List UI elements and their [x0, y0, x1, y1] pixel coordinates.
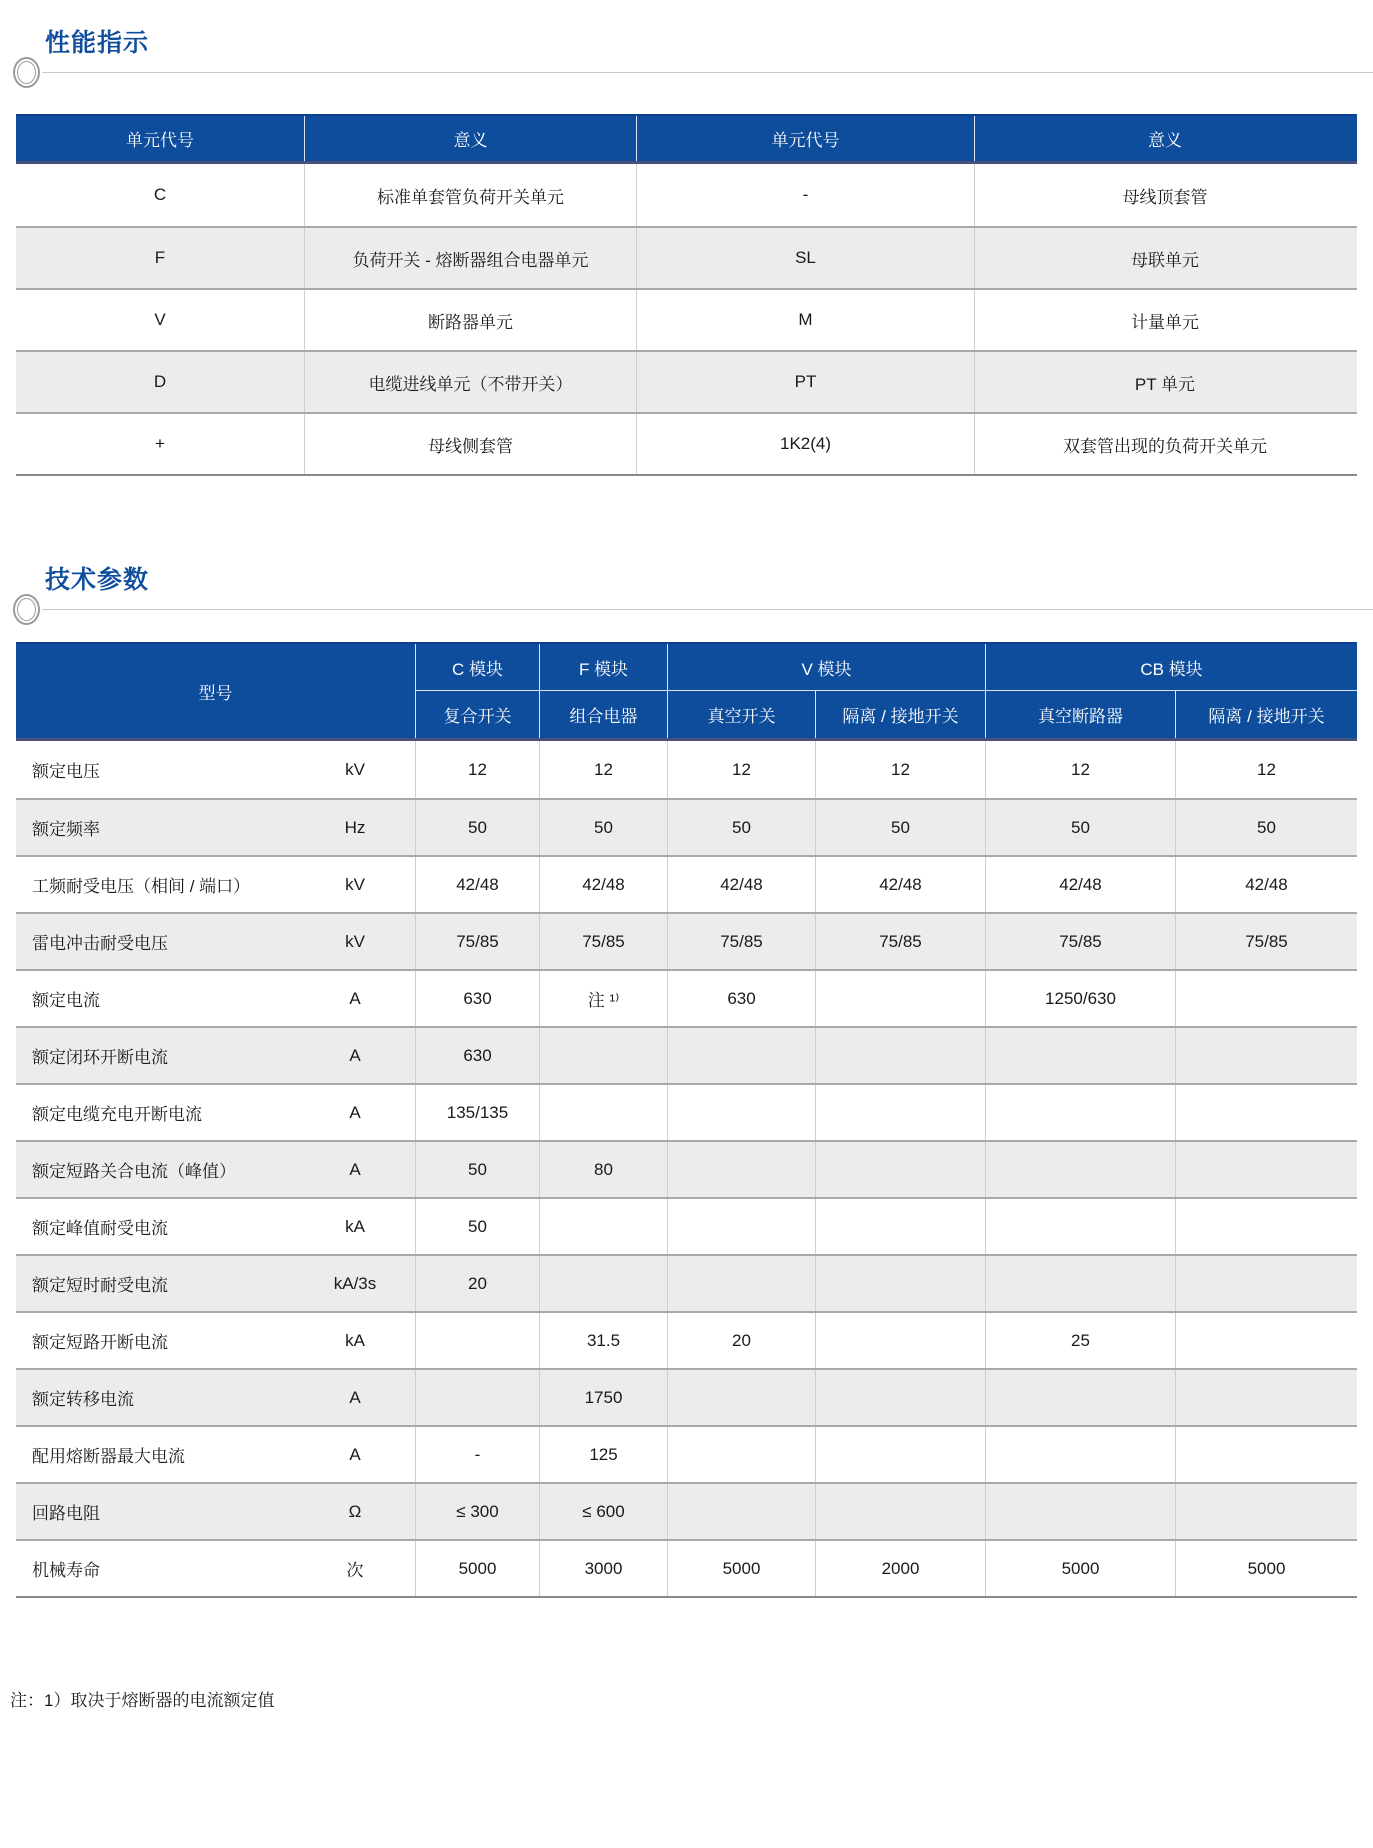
- unit-label: kV: [345, 874, 365, 894]
- value-cell: 12: [539, 741, 667, 798]
- unit-label: kV: [345, 759, 365, 779]
- table-row: [16, 855, 1357, 912]
- value-cell: 25: [985, 1313, 1175, 1368]
- value-cell: 75/85: [1175, 914, 1357, 969]
- column-header: 单元代号: [636, 116, 974, 161]
- parameter-label: 额定短路关合电流（峰值）: [32, 1162, 236, 1181]
- value-cell: [985, 1199, 1175, 1254]
- value-cell: [1175, 1370, 1357, 1425]
- unit-label: kA/3s: [333, 1273, 377, 1293]
- table-cell: C: [153, 185, 167, 204]
- value-cell: [985, 1427, 1175, 1482]
- parameter-label: 额定频率: [32, 820, 100, 839]
- parameter-label: 额定短路开断电流: [32, 1333, 168, 1352]
- value-cell: 75/85: [667, 914, 815, 969]
- value-cell: -: [415, 1427, 539, 1482]
- table-row: [16, 288, 1357, 350]
- parameter-cell: [16, 1199, 415, 1254]
- value-cell: [985, 1085, 1175, 1140]
- value-cell: [985, 1256, 1175, 1311]
- value-cell: [667, 1199, 815, 1254]
- table-row: [16, 1026, 1357, 1083]
- ring-icon: [13, 594, 40, 625]
- table-cell: 双套管出现的负荷开关单元: [974, 414, 1355, 474]
- value-cell: [1175, 1028, 1357, 1083]
- parameter-label: 雷电冲击耐受电压: [32, 934, 168, 953]
- value-cell: [985, 1028, 1175, 1083]
- value-cell: [667, 1427, 815, 1482]
- parameter-label: 额定电压: [32, 762, 100, 781]
- value-cell: 135/135: [415, 1085, 539, 1140]
- table-cell: 母联单元: [974, 228, 1355, 288]
- sub-column-header: 隔离 / 接地开关: [815, 691, 985, 738]
- value-cell: 50: [539, 800, 667, 855]
- table-cell: 断路器单元: [304, 290, 636, 350]
- value-cell: 50: [815, 800, 985, 855]
- value-cell: 630: [667, 971, 815, 1026]
- table-row: [16, 969, 1357, 1026]
- value-cell: [815, 971, 985, 1026]
- unit-label: A: [349, 1387, 361, 1407]
- sub-column-header: 真空断路器: [985, 691, 1175, 738]
- table-cell: SL: [636, 228, 974, 288]
- value-cell: [985, 1142, 1175, 1197]
- value-cell: [1175, 1199, 1357, 1254]
- table-row: [16, 798, 1357, 855]
- value-cell: 75/85: [539, 914, 667, 969]
- value-cell: 1750: [539, 1370, 667, 1425]
- value-cell: 75/85: [815, 914, 985, 969]
- value-cell: [1175, 1313, 1357, 1368]
- table-row: [16, 912, 1357, 969]
- parameters-table-body: [16, 741, 1357, 1598]
- column-header: 意义: [974, 116, 1355, 161]
- value-cell: 75/85: [985, 914, 1175, 969]
- unit-label: 次: [346, 1561, 364, 1580]
- table-row: [16, 226, 1357, 288]
- value-cell: [1175, 1256, 1357, 1311]
- unit-label: A: [349, 988, 361, 1008]
- performance-table-header: [16, 114, 1357, 164]
- parameter-cell: [16, 1427, 415, 1482]
- parameter-cell: [16, 1028, 415, 1083]
- value-cell: [539, 1199, 667, 1254]
- value-cell: [1175, 1142, 1357, 1197]
- parameter-cell: [16, 1484, 415, 1539]
- value-cell: 12: [667, 741, 815, 798]
- parameter-cell: [16, 914, 415, 969]
- value-cell: 50: [1175, 800, 1357, 855]
- value-cell: 5000: [1175, 1541, 1357, 1596]
- table-cell: 标准单套管负荷开关单元: [304, 164, 636, 226]
- parameters-table: [16, 642, 1357, 1598]
- sub-column-header: 隔离 / 接地开关: [1175, 691, 1357, 738]
- table-cell: 母线侧套管: [304, 414, 636, 474]
- value-cell: 5000: [667, 1541, 815, 1596]
- value-cell: 50: [415, 1199, 539, 1254]
- parameter-cell: [16, 1142, 415, 1197]
- parameter-cell: [16, 857, 415, 912]
- value-cell: ≤ 600: [539, 1484, 667, 1539]
- table-cell: 电缆进线单元（不带开关）: [304, 352, 636, 412]
- value-cell: [667, 1256, 815, 1311]
- table-row: [16, 412, 1357, 474]
- table-row: [16, 1083, 1357, 1140]
- value-cell: 42/48: [985, 857, 1175, 912]
- parameters-table-header: [16, 642, 1357, 741]
- parameter-cell: [16, 1256, 415, 1311]
- value-cell: 50: [667, 800, 815, 855]
- parameter-cell: [16, 971, 415, 1026]
- section-divider: [0, 72, 1373, 73]
- value-cell: [539, 1256, 667, 1311]
- value-cell: 12: [1175, 741, 1357, 798]
- unit-label: A: [349, 1045, 361, 1065]
- module-group-header: V 模块: [667, 644, 985, 691]
- value-cell: 5000: [985, 1541, 1175, 1596]
- value-cell: 630: [415, 971, 539, 1026]
- value-cell: 20: [415, 1256, 539, 1311]
- value-cell: 2000: [815, 1541, 985, 1596]
- table-cell: 计量单元: [974, 290, 1355, 350]
- value-cell: [667, 1142, 815, 1197]
- unit-label: kV: [345, 931, 365, 951]
- parameter-cell: [16, 800, 415, 855]
- table-cell: +: [155, 434, 165, 453]
- parameter-cell: [16, 741, 415, 798]
- parameter-cell: [16, 1541, 415, 1596]
- table-cell: 母线顶套管: [974, 164, 1355, 226]
- parameter-label: 工频耐受电压（相间 / 端口）: [32, 877, 251, 896]
- parameter-label: 额定峰值耐受电流: [32, 1219, 168, 1238]
- parameter-label: 机械寿命: [32, 1561, 100, 1580]
- value-cell: [667, 1028, 815, 1083]
- performance-table: [16, 114, 1357, 476]
- unit-label: A: [349, 1102, 361, 1122]
- table-row: [16, 350, 1357, 412]
- value-cell: 630: [415, 1028, 539, 1083]
- value-cell: [667, 1370, 815, 1425]
- table-cell: -: [636, 164, 974, 226]
- table-row: [16, 1539, 1357, 1596]
- table-cell: V: [154, 310, 166, 329]
- value-cell: [667, 1085, 815, 1140]
- value-cell: [1175, 971, 1357, 1026]
- value-cell: 75/85: [415, 914, 539, 969]
- table-row: [16, 741, 1357, 798]
- table-cell: PT 单元: [974, 352, 1355, 412]
- column-header: 单元代号: [126, 131, 194, 150]
- sub-column-header: 复合开关: [415, 691, 539, 738]
- table-row: [16, 1368, 1357, 1425]
- table-row: [16, 1425, 1357, 1482]
- table-row: [16, 1311, 1357, 1368]
- value-cell: 注 ¹⁾: [539, 971, 667, 1026]
- unit-label: A: [349, 1444, 361, 1464]
- unit-label: Ω: [348, 1501, 362, 1521]
- value-cell: 125: [539, 1427, 667, 1482]
- value-cell: 20: [667, 1313, 815, 1368]
- value-cell: 1250/630: [985, 971, 1175, 1026]
- value-cell: ≤ 300: [415, 1484, 539, 1539]
- divider-line: [42, 609, 1373, 610]
- model-column-header: 型号: [198, 683, 233, 703]
- unit-label: kA: [345, 1216, 365, 1236]
- unit-label: kA: [345, 1330, 365, 1350]
- value-cell: [815, 1313, 985, 1368]
- value-cell: [985, 1484, 1175, 1539]
- column-header: 意义: [304, 116, 636, 161]
- parameter-cell: [16, 1370, 415, 1425]
- value-cell: 42/48: [815, 857, 985, 912]
- performance-section-title: 性能指示: [45, 29, 150, 57]
- value-cell: [815, 1085, 985, 1140]
- parameter-cell: [16, 1313, 415, 1368]
- table-row: [16, 1140, 1357, 1197]
- parameter-label: 额定电流: [32, 991, 100, 1010]
- parameter-label: 额定电缆充电开断电流: [32, 1105, 202, 1124]
- parameter-label: 配用熔断器最大电流: [32, 1447, 185, 1466]
- table-cell: D: [153, 372, 167, 391]
- value-cell: 42/48: [667, 857, 815, 912]
- value-cell: [815, 1484, 985, 1539]
- value-cell: 12: [815, 741, 985, 798]
- table-cell: F: [154, 248, 166, 267]
- value-cell: 42/48: [1175, 857, 1357, 912]
- value-cell: 5000: [415, 1541, 539, 1596]
- sub-column-header: 组合电器: [539, 691, 667, 738]
- module-group-header: F 模块: [539, 644, 667, 691]
- value-cell: 42/48: [415, 857, 539, 912]
- parameter-label: 回路电阻: [32, 1504, 100, 1523]
- table-row: [16, 164, 1357, 226]
- value-cell: [815, 1256, 985, 1311]
- table-cell: M: [636, 290, 974, 350]
- performance-table-body: [16, 164, 1357, 476]
- value-cell: 50: [985, 800, 1175, 855]
- value-cell: 3000: [539, 1541, 667, 1596]
- value-cell: 42/48: [539, 857, 667, 912]
- parameter-label: 额定闭环开断电流: [32, 1048, 168, 1067]
- value-cell: [415, 1313, 539, 1368]
- value-cell: 12: [985, 741, 1175, 798]
- value-cell: 31.5: [539, 1313, 667, 1368]
- value-cell: [667, 1484, 815, 1539]
- table-cell: PT: [636, 352, 974, 412]
- value-cell: 50: [415, 800, 539, 855]
- value-cell: [415, 1370, 539, 1425]
- unit-label: A: [349, 1159, 361, 1179]
- unit-label: Hz: [344, 817, 366, 837]
- value-cell: [1175, 1484, 1357, 1539]
- module-group-header: CB 模块: [985, 644, 1357, 691]
- value-cell: [815, 1370, 985, 1425]
- value-cell: [815, 1028, 985, 1083]
- sub-column-header: 真空开关: [667, 691, 815, 738]
- table-row: [16, 1197, 1357, 1254]
- value-cell: [1175, 1085, 1357, 1140]
- value-cell: [539, 1085, 667, 1140]
- table-cell: 负荷开关 - 熔断器组合电器单元: [304, 228, 636, 288]
- value-cell: [985, 1370, 1175, 1425]
- parameter-label: 额定转移电流: [32, 1390, 134, 1409]
- value-cell: 50: [415, 1142, 539, 1197]
- parameters-section-title: 技术参数: [45, 566, 150, 594]
- value-cell: [815, 1142, 985, 1197]
- value-cell: 80: [539, 1142, 667, 1197]
- ring-icon: [13, 57, 40, 88]
- performance-section-header: [0, 0, 1373, 73]
- parameter-label: 额定短时耐受电流: [32, 1276, 168, 1295]
- section-divider: [0, 609, 1373, 610]
- value-cell: [815, 1427, 985, 1482]
- value-cell: [1175, 1427, 1357, 1482]
- value-cell: [815, 1199, 985, 1254]
- value-cell: 12: [415, 741, 539, 798]
- parameters-section-header: [0, 476, 1373, 610]
- parameter-cell: [16, 1085, 415, 1140]
- divider-line: [42, 72, 1373, 73]
- module-group-header: C 模块: [415, 644, 539, 691]
- footnote: 注：1）取决于熔断器的电流额定值: [10, 1691, 275, 1710]
- table-cell: 1K2(4): [636, 414, 974, 474]
- table-row: [16, 1482, 1357, 1539]
- table-row: [16, 1254, 1357, 1311]
- value-cell: [539, 1028, 667, 1083]
